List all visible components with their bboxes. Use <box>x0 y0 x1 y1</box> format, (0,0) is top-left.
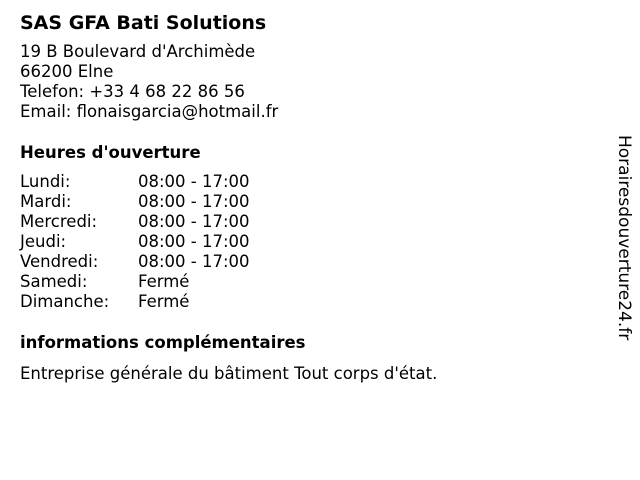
phone-number: Telefon: +33 4 68 22 86 56 <box>20 82 245 101</box>
opening-hours-table <box>20 172 590 312</box>
site-watermark: Horairesdouverture24.fr <box>614 135 634 341</box>
hours-day: Jeudi: <box>20 232 67 251</box>
hours-time: 08:00 - 17:00 <box>138 252 250 271</box>
hours-row-sunday <box>20 292 590 312</box>
business-name: SAS GFA Bati Solutions <box>20 12 267 34</box>
hours-row-thursday <box>20 232 590 252</box>
hours-day: Samedi: <box>20 272 88 291</box>
city-postcode: 66200 Elne <box>20 62 114 81</box>
hours-time: 08:00 - 17:00 <box>138 172 250 191</box>
hours-day: Dimanche: <box>20 292 110 311</box>
hours-day: Vendredi: <box>20 252 99 271</box>
hours-row-monday <box>20 172 590 192</box>
email-address: Email: flonaisgarcia@hotmail.fr <box>20 102 279 121</box>
hours-time: 08:00 - 17:00 <box>138 232 250 251</box>
hours-row-tuesday <box>20 192 590 212</box>
business-card <box>20 10 590 384</box>
opening-hours-heading: Heures d'ouverture <box>20 143 201 162</box>
hours-row-friday <box>20 252 590 272</box>
hours-time: Fermé <box>138 292 190 311</box>
hours-time: 08:00 - 17:00 <box>138 192 250 211</box>
hours-day: Lundi: <box>20 172 71 191</box>
hours-row-wednesday <box>20 212 590 232</box>
hours-day: Mercredi: <box>20 212 98 231</box>
additional-info-text: Entreprise générale du bâtiment Tout corps d'état. <box>20 364 438 383</box>
street-address: 19 B Boulevard d'Archimède <box>20 42 256 61</box>
hours-row-saturday <box>20 272 590 292</box>
hours-time: 08:00 - 17:00 <box>138 212 250 231</box>
additional-info-heading: informations complémentaires <box>20 333 306 352</box>
hours-day: Mardi: <box>20 192 72 211</box>
hours-time: Fermé <box>138 272 190 291</box>
address-block <box>20 42 590 122</box>
